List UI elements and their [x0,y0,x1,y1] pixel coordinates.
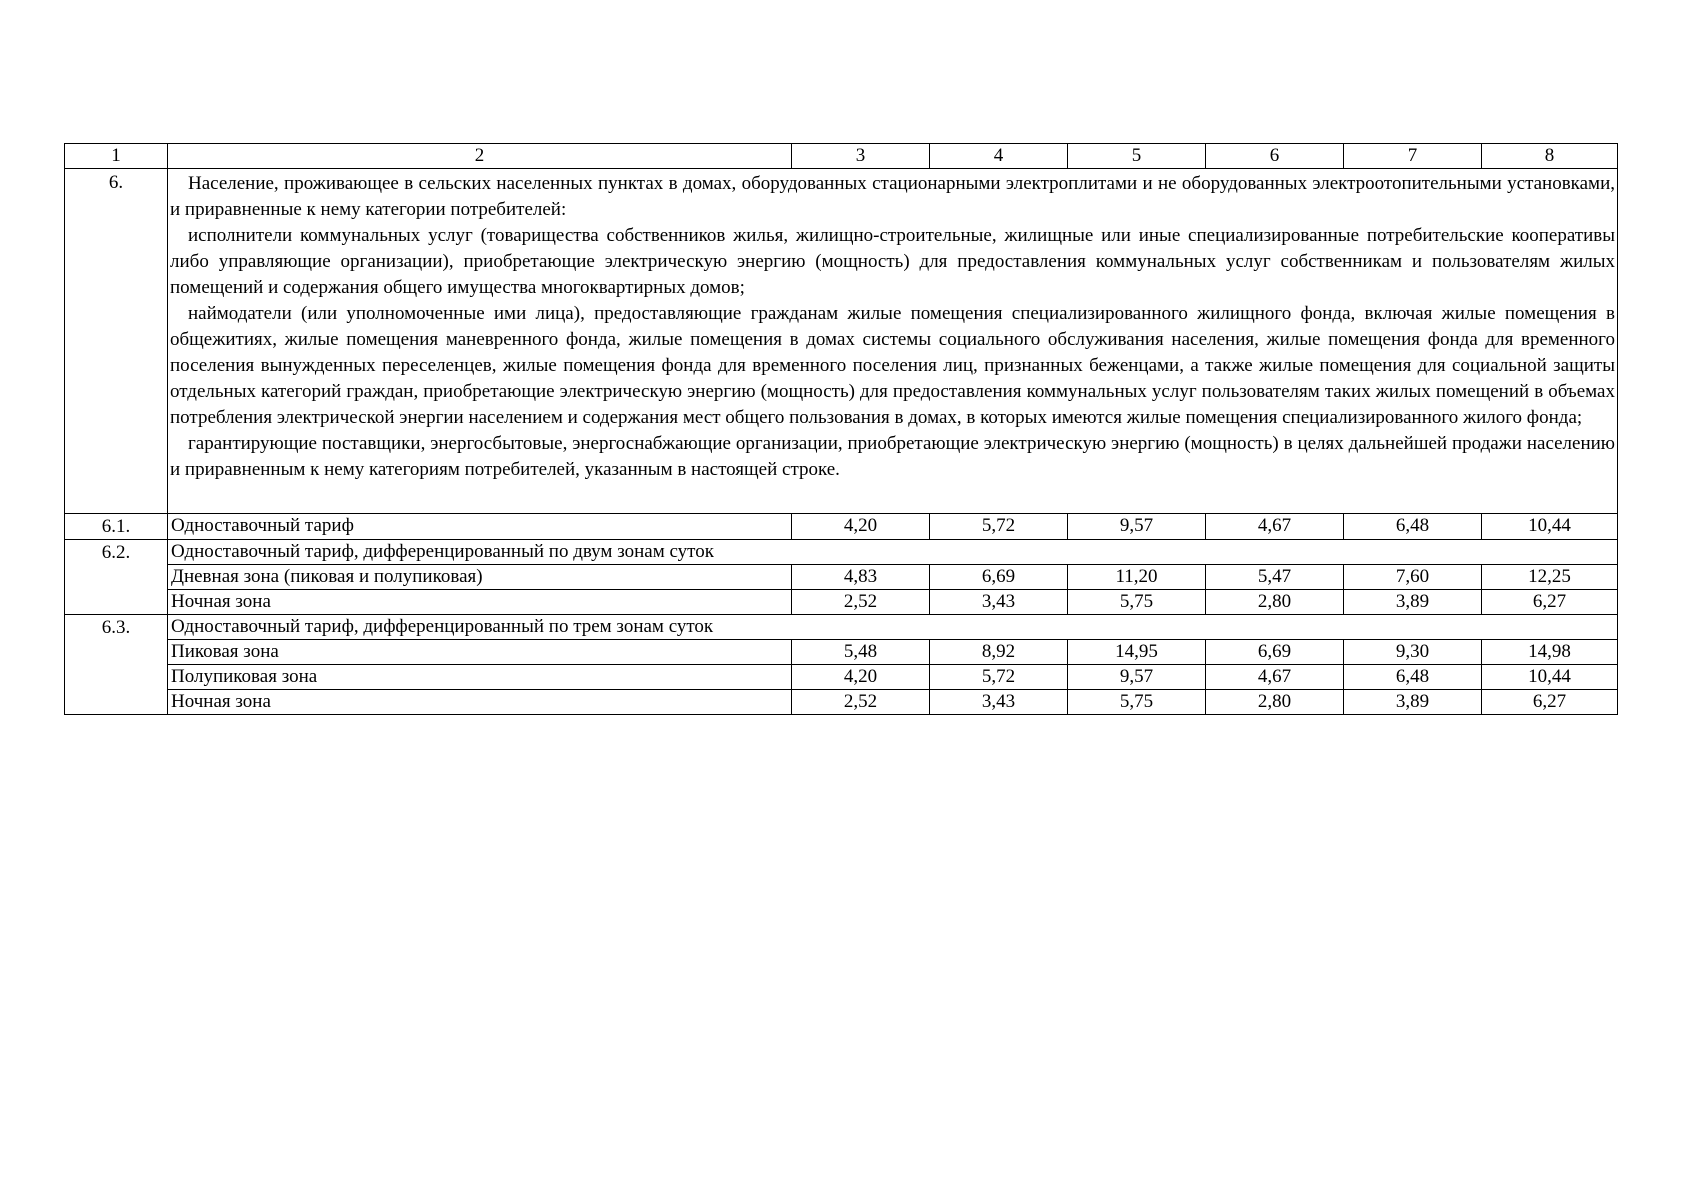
tariff-value: 3,43 [930,690,1068,715]
column-number-4: 4 [930,144,1068,169]
row-number: 6.2. [65,540,168,615]
tariff-value: 6,48 [1344,514,1482,540]
column-number-7: 7 [1344,144,1482,169]
section-6-row [65,169,1618,514]
group-title: Одноставочный тариф, дифференцированный по трем зонам суток [168,615,1618,640]
section-description [168,169,1618,514]
tariff-value: 3,89 [1344,590,1482,615]
column-number-1: 1 [65,144,168,169]
tariff-value: 6,69 [930,565,1068,590]
tariff-label: Ночная зона [168,690,792,715]
tariff-value: 2,80 [1206,590,1344,615]
tariff-table [64,143,1618,715]
table-row [65,565,1618,590]
tariff-value: 4,83 [792,565,930,590]
tariff-value: 10,44 [1482,514,1618,540]
tariff-value: 9,57 [1068,514,1206,540]
column-number-6: 6 [1206,144,1344,169]
tariff-value: 4,20 [792,665,930,690]
table-row [65,690,1618,715]
tariff-value: 9,57 [1068,665,1206,690]
tariff-value: 14,98 [1482,640,1618,665]
column-number-3: 3 [792,144,930,169]
tariff-value: 11,20 [1068,565,1206,590]
tariff-value: 6,27 [1482,590,1618,615]
tariff-label: Дневная зона (пиковая и полупиковая) [168,565,792,590]
column-number-5: 5 [1068,144,1206,169]
tariff-value: 4,67 [1206,665,1344,690]
table-row [65,590,1618,615]
tariff-value: 7,60 [1344,565,1482,590]
table-row [65,540,1618,565]
tariff-value: 4,67 [1206,514,1344,540]
tariff-value: 2,52 [792,690,930,715]
column-number-2: 2 [168,144,792,169]
table-row [65,514,1618,540]
row-number: 6.3. [65,615,168,715]
group-title: Одноставочный тариф, дифференцированный по двум зонам суток [168,540,1618,565]
table-row [65,640,1618,665]
tariff-value: 5,72 [930,665,1068,690]
tariff-value: 10,44 [1482,665,1618,690]
tariff-value: 5,47 [1206,565,1344,590]
tariff-label: Пиковая зона [168,640,792,665]
tariff-value: 6,69 [1206,640,1344,665]
tariff-value: 5,75 [1068,690,1206,715]
tariff-label: Одноставочный тариф [168,514,792,540]
table-row [65,665,1618,690]
tariff-value: 9,30 [1344,640,1482,665]
table-row [65,615,1618,640]
tariff-value: 2,52 [792,590,930,615]
tariff-value: 3,43 [930,590,1068,615]
tariff-value: 6,27 [1482,690,1618,715]
tariff-label: Полупиковая зона [168,665,792,690]
tariff-value: 4,20 [792,514,930,540]
tariff-value: 6,48 [1344,665,1482,690]
description-paragraph: наймодатели (или уполномоченные ими лица), предоставляющие гражданам жилые помещения специализированного жилищного фонда, включая жилые помещения в общежитиях, жилые помещения маневренного фонда, жилые помещения в домах системы социального обслуживания населения, жилые помещения фонда для временного поселения вынужденных переселенцев, жилые помещения фонда для временного поселения лиц, признанных беженцами, а также жилые помещения для социальной защиты отдельных категорий граждан, приобретающие электрическую энергию (мощность) для предоставления коммунальных услуг пользователям таких жилых помещений в объемах потребления электрической энергии населением и содержания мест общего пользования в домах, в которых имеются жилые помещения специализированного жилого фонда; [170,303,1615,428]
tariff-value: 14,95 [1068,640,1206,665]
tariff-label: Ночная зона [168,590,792,615]
tariff-value: 5,48 [792,640,930,665]
tariff-value: 8,92 [930,640,1068,665]
section-number: 6. [65,169,168,514]
column-number-8: 8 [1482,144,1618,169]
tariff-value: 3,89 [1344,690,1482,715]
description-paragraph: Население, проживающее в сельских населенных пунктах в домах, оборудованных стационарными электроплитами и не оборудованных электроотопительными установками, и приравненные к нему категории потребителей: [170,173,1615,220]
tariff-value: 5,72 [930,514,1068,540]
tariff-value: 5,75 [1068,590,1206,615]
tariff-value: 2,80 [1206,690,1344,715]
tariff-value: 12,25 [1482,565,1618,590]
description-paragraph: гарантирующие поставщики, энергосбытовые, энергоснабжающие организации, приобретающие электрическую энергию (мощность) в целях дальнейшей продажи населению и приравненным к нему категориям потребителей, указанным в настоящей строке. [170,433,1615,480]
row-number: 6.1. [65,514,168,540]
description-paragraph: исполнители коммунальных услуг (товарищества собственников жилья, жилищно-строительные, жилищные или иные специализированные потребительские кооперативы либо управляющие организации), приобретающие электрическую энергию (мощность) для предоставления коммунальных услуг собственникам и пользователям жилых помещений и содержания общего имущества многоквартирных домов; [170,225,1615,298]
column-number-header-row [65,144,1618,169]
